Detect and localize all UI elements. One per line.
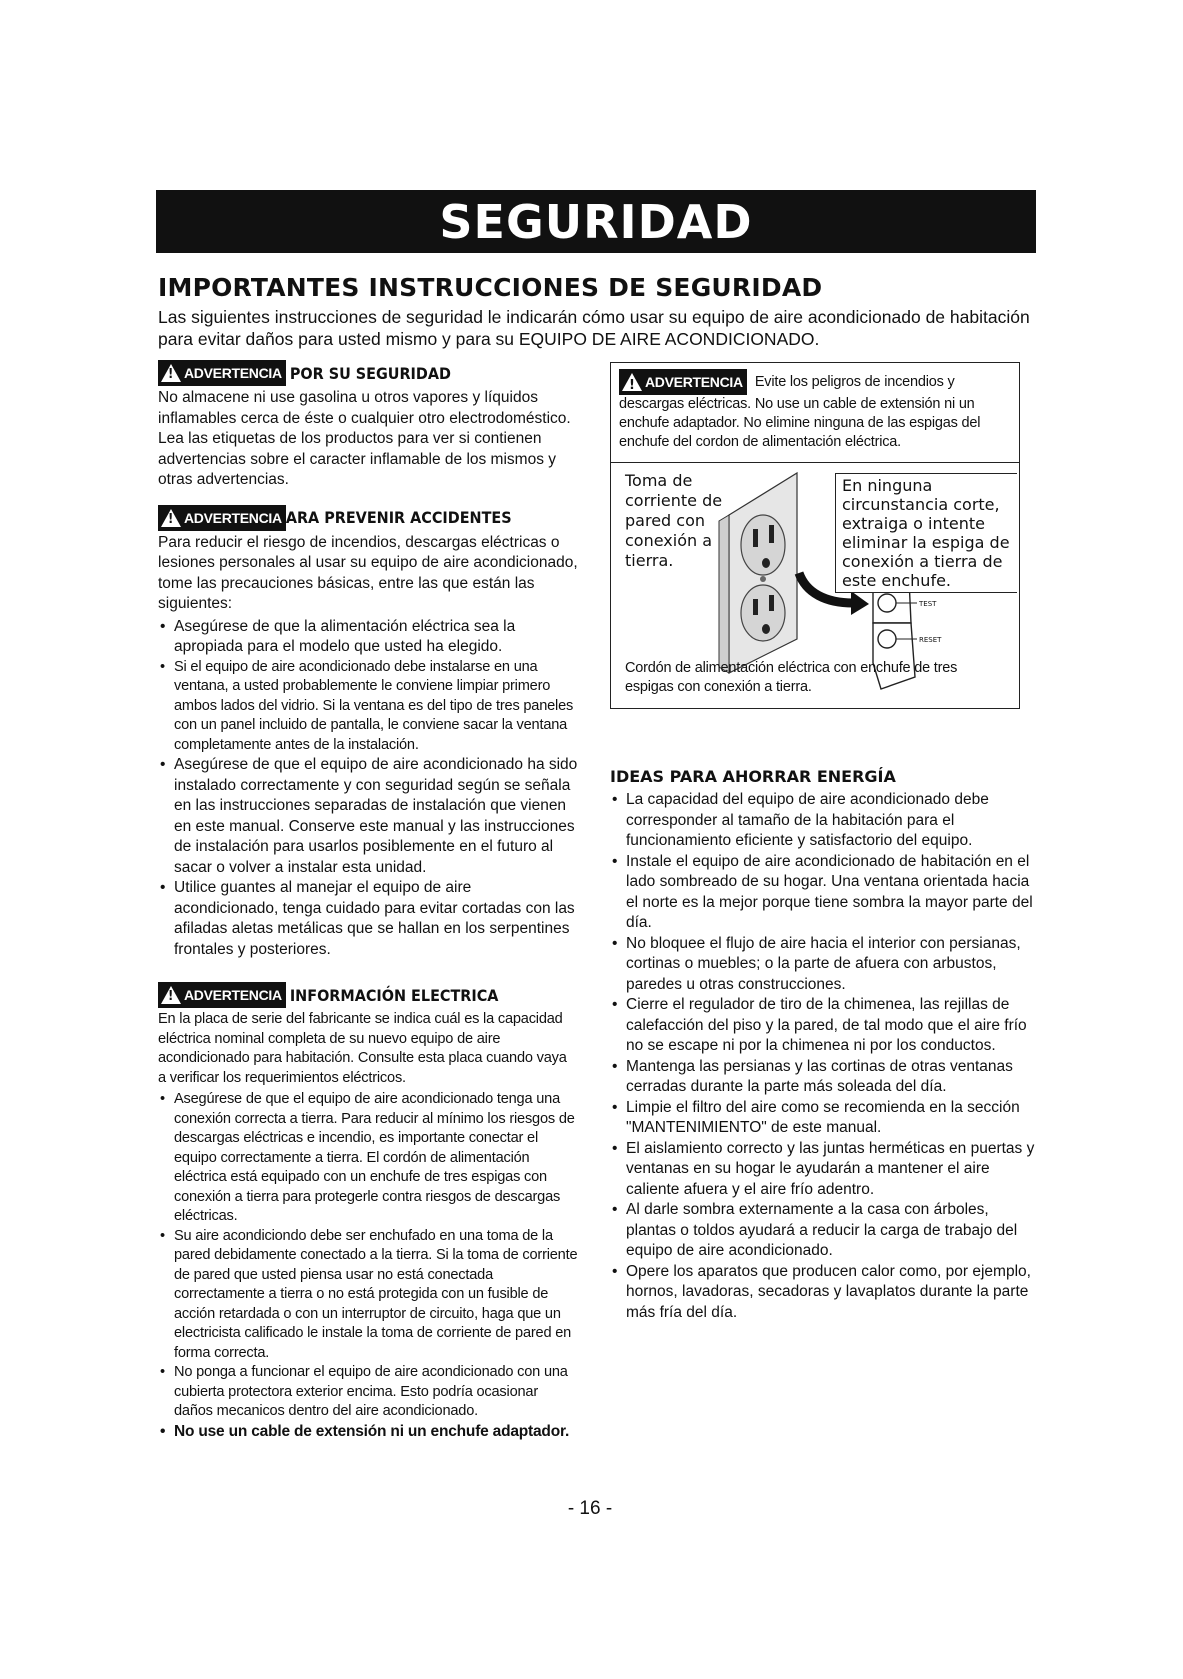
energy-section: [610, 767, 1035, 1323]
warning-triangle-icon: [161, 509, 181, 527]
section-heading-text: POR SU SEGURIDAD: [289, 363, 451, 383]
warning-box-message: Evite los peligros de incendios y descargas eléctricas. No use un cable de extensión ni un enchufe adaptador. No elimine ninguna de las espigas del enchufe del cordon de alimentación eléctrica.: [619, 373, 981, 450]
warning-box: [610, 362, 1020, 463]
list-item: • Utilice guantes al manejar el equipo de aire acondicionado, tenga cuidado para evitar cortadas con las afiladas aletas metálicas que se hallan en los serpentines frontales y posteriores.: [158, 878, 578, 960]
list-item: • Limpie el filtro del aire como se recomienda en la sección "MANTENIMIENTO" de este manual.: [610, 1098, 1035, 1139]
list-item: • Asegúrese de que el equipo de aire acondicionado ha sido instalado correctamente y con seguridad según se señala en las instrucciones separadas de instalación que vienen en este manual. Conserve este manual y las instrucciones de instalación para usarlos posiblemente en el futuro al sacar o volver a instalar esta unidad.: [158, 755, 578, 878]
warning-box-text: [619, 369, 1011, 452]
list-item: • No ponga a funcionar el equipo de aire acondicionado con una cubierta protectora exterior encima. Esto podría ocasionar daños mecanicos dentro del aire acondicionado.: [158, 1363, 578, 1422]
list-item: • No bloquee el flujo de aire hacia el interior con persianas, cortinas o muebles; o la parte de afuera con arbustos, paredes u otras construcciones.: [610, 934, 1035, 996]
page-title: IMPORTANTES INSTRUCCIONES DE SEGURIDAD: [158, 273, 823, 302]
list-item: • Si el equipo de aire acondicionado debe instalarse en una ventana, a usted probablemente le conviene limpiar primero ambos lados del vidrio. Si la ventana es del tipo de tres paneles con un panel incluido de pantalla, le conviene sacar la ventana completamente antes de la instalación.: [158, 658, 578, 756]
grounding-callout: En ninguna circunstancia corte, extraiga o intente eliminar la espiga de conexión a tierra de este enchufe.: [835, 473, 1017, 593]
energy-heading: IDEAS PARA AHORRAR ENERGÍA: [610, 767, 896, 786]
grounding-figure: [610, 463, 1020, 709]
warning-badge-label: ADVERTENCIA: [184, 365, 282, 381]
list-item: • La capacidad del equipo de aire acondicionado debe corresponder al tamaño de la habitación para el funcionamiento eficiente y satisfactorio del equipo.: [610, 790, 1035, 852]
list-item: • El aislamiento correcto y las juntas herméticas en puertas y ventanas en su hogar le ayudarán a mantener el aire caliente afuera y el aire frío adentro.: [610, 1139, 1035, 1201]
warning-badge-label: ADVERTENCIA: [645, 373, 743, 390]
warning-badge: [619, 369, 747, 395]
section-heading-electrical: [158, 982, 578, 1008]
intro-paragraph: Las siguientes instrucciones de seguridad le indicarán cómo usar su equipo de aire acondicionado de habitación para evitar daños para usted mismo y para su EQUIPO DE AIRE ACONDICIONADO.: [158, 307, 1030, 349]
warning-triangle-icon: [161, 986, 181, 1004]
banner-title: SEGURIDAD: [439, 194, 753, 249]
reset-label: RESET: [919, 636, 942, 644]
accidents-paragraph: Para reducir el riesgo de incendios, descargas eléctricas o lesiones personales al usar su equipo de aire acondicionado, tome las precauciones básicas, entre las que están las siguientes:: [158, 533, 578, 612]
warning-badge: [158, 982, 286, 1008]
list-item: • Su aire acondiciondo debe ser enchufado en una toma de la pared debidamente conectado a la tierra. Si la toma de corriente de pared que usted piensa usar no está conectada correctamente a tierra o no está protegida con un fusible de acción retardada o con un interruptor de circuito, haga que un electricista calificado le instale la toma de corriente de pared en forma correcta.: [158, 1227, 578, 1364]
warning-triangle-icon: [161, 364, 181, 382]
warning-badge: [158, 505, 286, 531]
section-banner: [156, 190, 1036, 253]
warning-badge-label: ADVERTENCIA: [184, 987, 282, 1003]
list-item: • Mantenga las persianas y las cortinas de otras ventanas cerradas durante la parte más soleada del día.: [610, 1057, 1035, 1098]
outlet-label: Toma de corriente de pared con conexión a tierra.: [625, 471, 723, 570]
section-heading-safety: [158, 360, 578, 386]
list-item-bold: • No use un cable de extensión ni un enchufe adaptador.: [158, 1422, 578, 1442]
list-item: • Al darle sombra externamente a la casa con árboles, plantas o toldos ayudará a reducir la carga de trabajo del equipo de aire acondicionado.: [610, 1200, 1035, 1262]
warning-badge: [158, 360, 286, 386]
safety-paragraph: No almacene ni use gasolina u otros vapores y líquidos inflamables cerca de éste o cualquier otro electrodoméstico. Lea las etiquetas de los productos para ver si contienen advertencias sobre el caracter inflamable de los mismos y otras advertencias.: [158, 389, 571, 488]
list-item: • Instale el equipo de aire acondicionado de habitación en el lado sombreado de su hogar. Una ventana orientada hacia el norte es la mejor porque tiene sombra la mayor parte del día.: [610, 852, 1035, 934]
figure-caption: Cordón de alimentación eléctrica con enchufe de tres espigas con conexión a tierra.: [625, 660, 958, 695]
section-heading-text: INFORMACIÓN ELECTRICA: [289, 985, 499, 1005]
page-number: - 16 -: [567, 1498, 613, 1519]
electrical-paragraph: En la placa de serie del fabricante se indica cuál es la capacidad eléctrica nominal completa de su nuevo equipo de aire acondicionado para habitación. Consulte esta placa cuando vaya a verificar los requerimientos eléctricos.: [158, 1011, 567, 1086]
accidents-list: [158, 617, 578, 961]
list-item: • Asegúrese de que la alimentación eléctrica sea la apropiada para el modelo que usted ha elegido.: [158, 617, 578, 658]
list-item: • Cierre el regulador de tiro de la chimenea, las rejillas de calefacción del piso y la pared, de tal modo que el aire frío no se escape ni por la chimenea ni por los conductos.: [610, 995, 1035, 1057]
section-heading-accidents: [158, 505, 578, 531]
left-column: [158, 360, 578, 1441]
section-heading-text: ARA PREVENIR ACCIDENTES: [285, 508, 512, 527]
test-label: TEST: [919, 600, 937, 608]
warning-badge-label: ADVERTENCIA: [184, 509, 282, 526]
warning-triangle-icon: [622, 373, 642, 391]
list-item: • Opere los aparatos que producen calor como, por ejemplo, hornos, lavadoras, secadoras y lavaplatos durante la parte más fría del día.: [610, 1262, 1035, 1324]
list-item: • Asegúrese de que el equipo de aire acondicionado tenga una conexión correcta a tierra. Para reducir al mínimo los riesgos de descargas eléctricas e incendio, es importante conectar el equipo correctamente a tierra. El cordón de alimentación eléctrica está equipado con un enchufe de tres espigas con conexión a tierra para protegerle contra riesgos de descargas eléctricas.: [158, 1090, 578, 1227]
electrical-list: [158, 1090, 578, 1441]
right-column: [610, 362, 1035, 1323]
energy-list: [610, 790, 1035, 1323]
